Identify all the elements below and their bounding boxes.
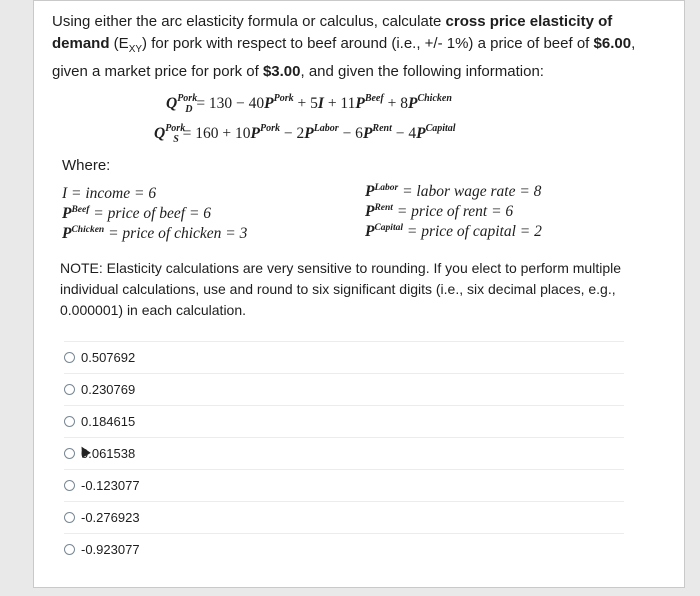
def-rent-symbol: P — [365, 203, 375, 220]
def-labor — [365, 183, 541, 201]
demand-q-sup: Pork — [177, 93, 198, 104]
def-chicken — [62, 225, 247, 243]
radio-button[interactable] — [64, 448, 75, 459]
answer-option[interactable] — [64, 405, 624, 436]
demand-rhs-1: = 130 − 40 — [192, 95, 265, 112]
demand-p1: P — [264, 95, 274, 112]
demand-rhs-3: + 11 — [323, 95, 356, 112]
def-beef-text: = price of beef = 6 — [89, 205, 212, 222]
supply-q: Q — [154, 125, 166, 142]
where-label: Where: — [62, 157, 111, 174]
def-capital-sup: Capital — [374, 223, 403, 233]
question-intro-4: , given a market price for pork of — [52, 35, 636, 80]
supply-p4-sup: Capital — [425, 123, 456, 134]
radio-button[interactable] — [64, 384, 75, 395]
answer-option[interactable] — [64, 469, 624, 500]
supply-p2: P — [304, 125, 314, 142]
demand-p2-sup: Beef — [364, 93, 384, 104]
radio-button[interactable] — [64, 544, 75, 555]
def-beef-symbol: P — [62, 205, 72, 222]
supply-rhs-2: − 2 — [279, 125, 305, 142]
demand-rhs-2: + 5 — [293, 95, 318, 112]
demand-rhs-4: + 8 — [383, 95, 408, 112]
def-labor-text: = labor wage rate = 8 — [398, 183, 542, 200]
def-income: I = income = 6 — [62, 185, 157, 202]
answer-option-label: 0.061538 — [81, 445, 136, 461]
def-beef-sup: Beef — [71, 205, 90, 215]
answer-option-label: 0.230769 — [81, 381, 136, 397]
supply-p3: P — [362, 125, 373, 142]
question-intro-1: Using either the arc elasticity formula or calculus, calculate — [52, 13, 446, 30]
demand-q: Q — [166, 95, 178, 112]
supply-equation — [154, 125, 456, 143]
radio-button[interactable] — [64, 416, 75, 427]
demand-p3: P — [407, 95, 418, 112]
answer-option-label: -0.276923 — [81, 509, 140, 525]
supply-q-sup: Pork — [165, 123, 186, 134]
def-labor-symbol: P — [365, 183, 375, 200]
radio-button[interactable] — [64, 480, 75, 491]
answer-option[interactable] — [64, 437, 624, 468]
answer-option-label: 0.184615 — [81, 413, 136, 429]
def-chicken-sup: Chicken — [71, 225, 105, 235]
def-chicken-symbol: P — [62, 225, 72, 242]
supply-rhs-1: = 160 + 10 — [178, 125, 251, 142]
rounding-note: NOTE: Elasticity calculations are very sensitive to rounding. If you elect to perform multiple individual calculations, use and round to six significant digits (i.e., six decimal places, e.g., 0.000001) in each calculation. — [60, 260, 622, 318]
question-intro-5: , and given the following information: — [300, 63, 544, 80]
answer-option-label: -0.923077 — [81, 541, 140, 557]
answer-option-label: -0.123077 — [81, 477, 140, 493]
question-intro-3: ) for pork with respect to beef around (i.e., +/- 1%) a price of beef of — [142, 35, 594, 52]
def-rent-text: = price of rent = 6 — [392, 203, 514, 220]
demand-p2: P — [355, 95, 365, 112]
radio-button[interactable] — [64, 512, 75, 523]
question-sub-xy: XY — [128, 44, 143, 55]
question-bold-term: cross price elasticity of demand — [52, 13, 613, 52]
answer-option[interactable] — [64, 533, 624, 564]
supply-p3-sup: Rent — [372, 123, 392, 134]
question-text — [52, 11, 662, 83]
demand-p3-sup: Chicken — [417, 93, 452, 104]
def-chicken-text: = price of chicken = 3 — [104, 225, 248, 242]
supply-p1-sup: Pork — [259, 123, 280, 134]
demand-p1-sup: Pork — [273, 93, 294, 104]
question-card — [33, 0, 685, 588]
answer-option-label: 0.507692 — [81, 349, 136, 365]
beef-price: $6.00 — [593, 35, 632, 52]
supply-q-sub: S — [173, 134, 179, 145]
demand-q-sub: D — [185, 104, 193, 115]
supply-rhs-4: − 4 — [391, 125, 417, 142]
supply-rhs-3: − 6 — [338, 125, 363, 142]
answer-option[interactable] — [64, 501, 624, 532]
def-labor-sup: Labor — [374, 183, 399, 193]
supply-p2-sup: Labor — [313, 123, 339, 134]
radio-button[interactable] — [64, 352, 75, 363]
supply-p1: P — [250, 125, 260, 142]
answer-option[interactable] — [64, 341, 624, 372]
def-beef — [62, 205, 211, 223]
def-rent — [365, 203, 513, 221]
pork-price: $3.00 — [262, 63, 301, 80]
def-capital-text: = price of capital = 2 — [402, 223, 542, 240]
demand-equation — [166, 95, 452, 113]
question-intro-2: (E — [109, 35, 129, 52]
answer-option[interactable] — [64, 373, 624, 404]
demand-i: I — [317, 95, 324, 112]
def-rent-sup: Rent — [374, 203, 393, 213]
def-capital — [365, 223, 542, 241]
def-capital-symbol: P — [365, 223, 375, 240]
supply-p4: P — [416, 125, 426, 142]
